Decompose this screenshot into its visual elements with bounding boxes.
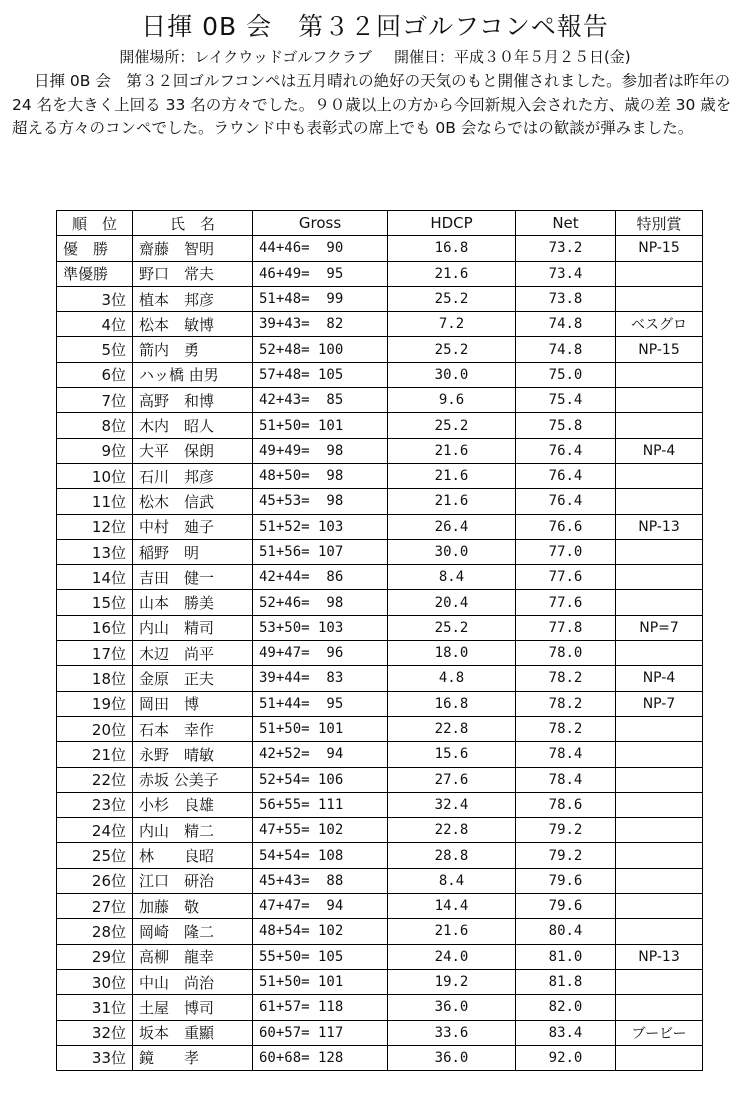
net-cell: 77.0 bbox=[516, 539, 616, 564]
name-cell: 木内 昭人 bbox=[133, 413, 253, 438]
net-cell: 78.0 bbox=[516, 641, 616, 666]
name-cell: 加藤 敬 bbox=[133, 894, 253, 919]
prize-cell bbox=[616, 767, 703, 792]
header-name: 氏 名 bbox=[133, 211, 253, 236]
rank-cell: 33位 bbox=[57, 1045, 133, 1070]
prize-cell bbox=[616, 1045, 703, 1070]
net-cell: 83.4 bbox=[516, 1020, 616, 1045]
date-text: 開催日：平成３０年５月２５日(金) bbox=[393, 48, 631, 66]
table-row bbox=[57, 590, 703, 615]
net-cell: 81.0 bbox=[516, 944, 616, 969]
hdcp-cell: 4.8 bbox=[388, 666, 516, 691]
gross-cell: 52+48= 100 bbox=[253, 337, 388, 362]
net-cell: 74.8 bbox=[516, 312, 616, 337]
name-cell: 松木 信武 bbox=[133, 489, 253, 514]
hdcp-cell: 33.6 bbox=[388, 1020, 516, 1045]
net-cell: 76.4 bbox=[516, 438, 616, 463]
rank-cell: 8位 bbox=[57, 413, 133, 438]
prize-cell bbox=[616, 388, 703, 413]
gross-cell: 56+55= 111 bbox=[253, 792, 388, 817]
net-cell: 73.2 bbox=[516, 236, 616, 261]
name-cell: 石本 幸作 bbox=[133, 716, 253, 741]
rank-cell: 23位 bbox=[57, 792, 133, 817]
rank-cell: 18位 bbox=[57, 666, 133, 691]
hdcp-cell: 26.4 bbox=[388, 514, 516, 539]
name-cell: 永野 晴敏 bbox=[133, 742, 253, 767]
table-row bbox=[57, 843, 703, 868]
rank-cell: 4位 bbox=[57, 312, 133, 337]
name-cell: 江口 研治 bbox=[133, 868, 253, 893]
gross-cell: 39+43= 82 bbox=[253, 312, 388, 337]
hdcp-cell: 8.4 bbox=[388, 565, 516, 590]
gross-cell: 51+50= 101 bbox=[253, 969, 388, 994]
net-cell: 77.8 bbox=[516, 615, 616, 640]
table-row bbox=[57, 919, 703, 944]
net-cell: 73.8 bbox=[516, 286, 616, 311]
hdcp-cell: 21.6 bbox=[388, 463, 516, 488]
prize-cell bbox=[616, 463, 703, 488]
table-row bbox=[57, 691, 703, 716]
net-cell: 79.2 bbox=[516, 818, 616, 843]
net-cell: 73.4 bbox=[516, 261, 616, 286]
name-cell: 金原 正夫 bbox=[133, 666, 253, 691]
header-prize: 特別賞 bbox=[616, 211, 703, 236]
hdcp-cell: 18.0 bbox=[388, 641, 516, 666]
prize-cell: NP-7 bbox=[616, 691, 703, 716]
name-cell: 鏡 孝 bbox=[133, 1045, 253, 1070]
name-cell: 植本 邦彦 bbox=[133, 286, 253, 311]
rank-cell: 20位 bbox=[57, 716, 133, 741]
hdcp-cell: 24.0 bbox=[388, 944, 516, 969]
gross-cell: 48+54= 102 bbox=[253, 919, 388, 944]
name-cell: 内山 精司 bbox=[133, 615, 253, 640]
table-row bbox=[57, 388, 703, 413]
gross-cell: 44+46= 90 bbox=[253, 236, 388, 261]
net-cell: 81.8 bbox=[516, 969, 616, 994]
rank-cell: 15位 bbox=[57, 590, 133, 615]
header-net: Net bbox=[516, 211, 616, 236]
gross-cell: 51+52= 103 bbox=[253, 514, 388, 539]
hdcp-cell: 21.6 bbox=[388, 489, 516, 514]
net-cell: 77.6 bbox=[516, 565, 616, 590]
prize-cell: ベスグロ bbox=[616, 312, 703, 337]
rank-cell: 28位 bbox=[57, 919, 133, 944]
name-cell: 岡崎 隆二 bbox=[133, 919, 253, 944]
rank-cell: 準優勝 bbox=[57, 261, 133, 286]
hdcp-cell: 16.8 bbox=[388, 691, 516, 716]
net-cell: 82.0 bbox=[516, 995, 616, 1020]
hdcp-cell: 19.2 bbox=[388, 969, 516, 994]
gross-cell: 45+53= 98 bbox=[253, 489, 388, 514]
net-cell: 75.0 bbox=[516, 362, 616, 387]
table-row bbox=[57, 337, 703, 362]
name-cell: 中山 尚治 bbox=[133, 969, 253, 994]
name-cell: 坂本 重顯 bbox=[133, 1020, 253, 1045]
table-row bbox=[57, 792, 703, 817]
hdcp-cell: 25.2 bbox=[388, 413, 516, 438]
name-cell: 山本 勝美 bbox=[133, 590, 253, 615]
gross-cell: 51+56= 107 bbox=[253, 539, 388, 564]
net-cell: 74.8 bbox=[516, 337, 616, 362]
report-title: 日揮 0B 会 第３２回ゴルフコンペ報告 bbox=[141, 12, 609, 41]
prize-cell: NP-15 bbox=[616, 236, 703, 261]
prize-cell bbox=[616, 792, 703, 817]
gross-cell: 51+50= 101 bbox=[253, 716, 388, 741]
table-row bbox=[57, 438, 703, 463]
gross-cell: 48+50= 98 bbox=[253, 463, 388, 488]
net-cell: 79.2 bbox=[516, 843, 616, 868]
hdcp-cell: 30.0 bbox=[388, 362, 516, 387]
table-row bbox=[57, 539, 703, 564]
rank-cell: 22位 bbox=[57, 767, 133, 792]
table-row bbox=[57, 261, 703, 286]
prize-cell bbox=[616, 843, 703, 868]
name-cell: 野口 常夫 bbox=[133, 261, 253, 286]
net-cell: 79.6 bbox=[516, 868, 616, 893]
gross-cell: 61+57= 118 bbox=[253, 995, 388, 1020]
report-paragraph: 日揮 0B 会 第３２回ゴルフコンペは五月晴れの絶好の天気のもと開催されました。参加者は昨年の 24 名を大きく上回る 33 名の方々でした。９０歳以上の方から今回新規入会された方、歳の差 30 歳を超える方々のコンペでした。ラウンド中も表彰式の席上でも 0B 会ならではの歓談が弾みました。 bbox=[12, 72, 732, 137]
gross-cell: 42+52= 94 bbox=[253, 742, 388, 767]
prize-cell bbox=[616, 995, 703, 1020]
table-row bbox=[57, 362, 703, 387]
name-cell: 箭内 勇 bbox=[133, 337, 253, 362]
hdcp-cell: 25.2 bbox=[388, 286, 516, 311]
prize-cell bbox=[616, 539, 703, 564]
table-row bbox=[57, 463, 703, 488]
hdcp-cell: 21.6 bbox=[388, 438, 516, 463]
hdcp-cell: 25.2 bbox=[388, 615, 516, 640]
event-meta bbox=[0, 46, 750, 68]
hdcp-cell: 21.6 bbox=[388, 261, 516, 286]
net-cell: 75.8 bbox=[516, 413, 616, 438]
table-row bbox=[57, 615, 703, 640]
rank-cell: 30位 bbox=[57, 969, 133, 994]
net-cell: 78.4 bbox=[516, 742, 616, 767]
gross-cell: 49+49= 98 bbox=[253, 438, 388, 463]
gross-cell: 52+46= 98 bbox=[253, 590, 388, 615]
name-cell: 木辺 尚平 bbox=[133, 641, 253, 666]
hdcp-cell: 22.8 bbox=[388, 716, 516, 741]
gross-cell: 52+54= 106 bbox=[253, 767, 388, 792]
hdcp-cell: 25.2 bbox=[388, 337, 516, 362]
name-cell: 小杉 良雄 bbox=[133, 792, 253, 817]
rank-cell: 11位 bbox=[57, 489, 133, 514]
table-row bbox=[57, 666, 703, 691]
hdcp-cell: 16.8 bbox=[388, 236, 516, 261]
gross-cell: 51+48= 99 bbox=[253, 286, 388, 311]
table-row bbox=[57, 312, 703, 337]
name-cell: 岡田 博 bbox=[133, 691, 253, 716]
table-row bbox=[57, 995, 703, 1020]
name-cell: 齋藤 智明 bbox=[133, 236, 253, 261]
prize-cell bbox=[616, 969, 703, 994]
gross-cell: 60+68= 128 bbox=[253, 1045, 388, 1070]
rank-cell: 32位 bbox=[57, 1020, 133, 1045]
results-table bbox=[56, 210, 703, 1071]
rank-cell: 26位 bbox=[57, 868, 133, 893]
net-cell: 78.2 bbox=[516, 691, 616, 716]
prize-cell bbox=[616, 641, 703, 666]
rank-cell: 10位 bbox=[57, 463, 133, 488]
rank-cell: 21位 bbox=[57, 742, 133, 767]
prize-cell bbox=[616, 362, 703, 387]
name-cell: 高柳 龍幸 bbox=[133, 944, 253, 969]
gross-cell: 42+44= 86 bbox=[253, 565, 388, 590]
net-cell: 76.6 bbox=[516, 514, 616, 539]
hdcp-cell: 9.6 bbox=[388, 388, 516, 413]
hdcp-cell: 7.2 bbox=[388, 312, 516, 337]
net-cell: 78.4 bbox=[516, 767, 616, 792]
table-row bbox=[57, 641, 703, 666]
name-cell: 稲野 明 bbox=[133, 539, 253, 564]
hdcp-cell: 15.6 bbox=[388, 742, 516, 767]
net-cell: 79.6 bbox=[516, 894, 616, 919]
hdcp-cell: 27.6 bbox=[388, 767, 516, 792]
name-cell: 石川 邦彦 bbox=[133, 463, 253, 488]
venue-text: 開催場所：レイクウッドゴルフクラブ bbox=[119, 48, 372, 66]
gross-cell: 47+55= 102 bbox=[253, 818, 388, 843]
hdcp-cell: 36.0 bbox=[388, 995, 516, 1020]
name-cell: 大平 保朗 bbox=[133, 438, 253, 463]
rank-cell: 25位 bbox=[57, 843, 133, 868]
rank-cell: 19位 bbox=[57, 691, 133, 716]
hdcp-cell: 20.4 bbox=[388, 590, 516, 615]
prize-cell bbox=[616, 868, 703, 893]
hdcp-cell: 30.0 bbox=[388, 539, 516, 564]
rank-cell: 29位 bbox=[57, 944, 133, 969]
header-hdcp: HDCP bbox=[388, 211, 516, 236]
rank-cell: 6位 bbox=[57, 362, 133, 387]
gross-cell: 55+50= 105 bbox=[253, 944, 388, 969]
name-cell: 赤坂 公美子 bbox=[133, 767, 253, 792]
prize-cell bbox=[616, 565, 703, 590]
gross-cell: 57+48= 105 bbox=[253, 362, 388, 387]
table-row bbox=[57, 413, 703, 438]
prize-cell bbox=[616, 489, 703, 514]
net-cell: 76.4 bbox=[516, 489, 616, 514]
name-cell: 中村 廸子 bbox=[133, 514, 253, 539]
rank-cell: 9位 bbox=[57, 438, 133, 463]
name-cell: 林 良昭 bbox=[133, 843, 253, 868]
gross-cell: 54+54= 108 bbox=[253, 843, 388, 868]
name-cell: 松本 敏博 bbox=[133, 312, 253, 337]
table-row bbox=[57, 1020, 703, 1045]
table-header-row bbox=[57, 211, 703, 236]
hdcp-cell: 36.0 bbox=[388, 1045, 516, 1070]
table-row bbox=[57, 868, 703, 893]
net-cell: 92.0 bbox=[516, 1045, 616, 1070]
rank-cell: 12位 bbox=[57, 514, 133, 539]
prize-cell bbox=[616, 590, 703, 615]
rank-cell: 17位 bbox=[57, 641, 133, 666]
table-row bbox=[57, 969, 703, 994]
gross-cell: 49+47= 96 bbox=[253, 641, 388, 666]
table-row bbox=[57, 489, 703, 514]
table-row bbox=[57, 818, 703, 843]
table-row bbox=[57, 565, 703, 590]
rank-cell: 31位 bbox=[57, 995, 133, 1020]
rank-cell: 13位 bbox=[57, 539, 133, 564]
gross-cell: 51+50= 101 bbox=[253, 413, 388, 438]
name-cell: 土屋 博司 bbox=[133, 995, 253, 1020]
hdcp-cell: 28.8 bbox=[388, 843, 516, 868]
prize-cell: ブービー bbox=[616, 1020, 703, 1045]
net-cell: 78.6 bbox=[516, 792, 616, 817]
rank-cell: 24位 bbox=[57, 818, 133, 843]
gross-cell: 39+44= 83 bbox=[253, 666, 388, 691]
prize-cell: NP-4 bbox=[616, 438, 703, 463]
gross-cell: 51+44= 95 bbox=[253, 691, 388, 716]
table-row bbox=[57, 716, 703, 741]
table-row bbox=[57, 236, 703, 261]
hdcp-cell: 21.6 bbox=[388, 919, 516, 944]
rank-cell: 14位 bbox=[57, 565, 133, 590]
prize-cell bbox=[616, 919, 703, 944]
header-gross: Gross bbox=[253, 211, 388, 236]
prize-cell bbox=[616, 742, 703, 767]
prize-cell: NP-13 bbox=[616, 944, 703, 969]
rank-cell: 7位 bbox=[57, 388, 133, 413]
prize-cell bbox=[616, 286, 703, 311]
table-row bbox=[57, 767, 703, 792]
name-cell: 高野 和博 bbox=[133, 388, 253, 413]
net-cell: 80.4 bbox=[516, 919, 616, 944]
prize-cell bbox=[616, 716, 703, 741]
hdcp-cell: 32.4 bbox=[388, 792, 516, 817]
rank-cell: 5位 bbox=[57, 337, 133, 362]
prize-cell bbox=[616, 261, 703, 286]
table-row bbox=[57, 742, 703, 767]
gross-cell: 47+47= 94 bbox=[253, 894, 388, 919]
table-row bbox=[57, 1045, 703, 1070]
prize-cell: NP-13 bbox=[616, 514, 703, 539]
rank-cell: 3位 bbox=[57, 286, 133, 311]
rank-cell: 16位 bbox=[57, 615, 133, 640]
table-row bbox=[57, 894, 703, 919]
gross-cell: 53+50= 103 bbox=[253, 615, 388, 640]
prize-cell bbox=[616, 894, 703, 919]
prize-cell bbox=[616, 413, 703, 438]
name-cell: ハッ橋 由男 bbox=[133, 362, 253, 387]
hdcp-cell: 14.4 bbox=[388, 894, 516, 919]
prize-cell bbox=[616, 818, 703, 843]
gross-cell: 46+49= 95 bbox=[253, 261, 388, 286]
name-cell: 内山 精二 bbox=[133, 818, 253, 843]
prize-cell: NP-15 bbox=[616, 337, 703, 362]
net-cell: 75.4 bbox=[516, 388, 616, 413]
header-rank: 順 位 bbox=[57, 211, 133, 236]
hdcp-cell: 22.8 bbox=[388, 818, 516, 843]
net-cell: 78.2 bbox=[516, 716, 616, 741]
gross-cell: 45+43= 88 bbox=[253, 868, 388, 893]
gross-cell: 42+43= 85 bbox=[253, 388, 388, 413]
name-cell: 吉田 健一 bbox=[133, 565, 253, 590]
table-row bbox=[57, 944, 703, 969]
hdcp-cell: 8.4 bbox=[388, 868, 516, 893]
net-cell: 78.2 bbox=[516, 666, 616, 691]
rank-cell: 優 勝 bbox=[57, 236, 133, 261]
net-cell: 76.4 bbox=[516, 463, 616, 488]
table-row bbox=[57, 286, 703, 311]
rank-cell: 27位 bbox=[57, 894, 133, 919]
gross-cell: 60+57= 117 bbox=[253, 1020, 388, 1045]
net-cell: 77.6 bbox=[516, 590, 616, 615]
table-row bbox=[57, 514, 703, 539]
prize-cell: NP-4 bbox=[616, 666, 703, 691]
prize-cell: NP=7 bbox=[616, 615, 703, 640]
